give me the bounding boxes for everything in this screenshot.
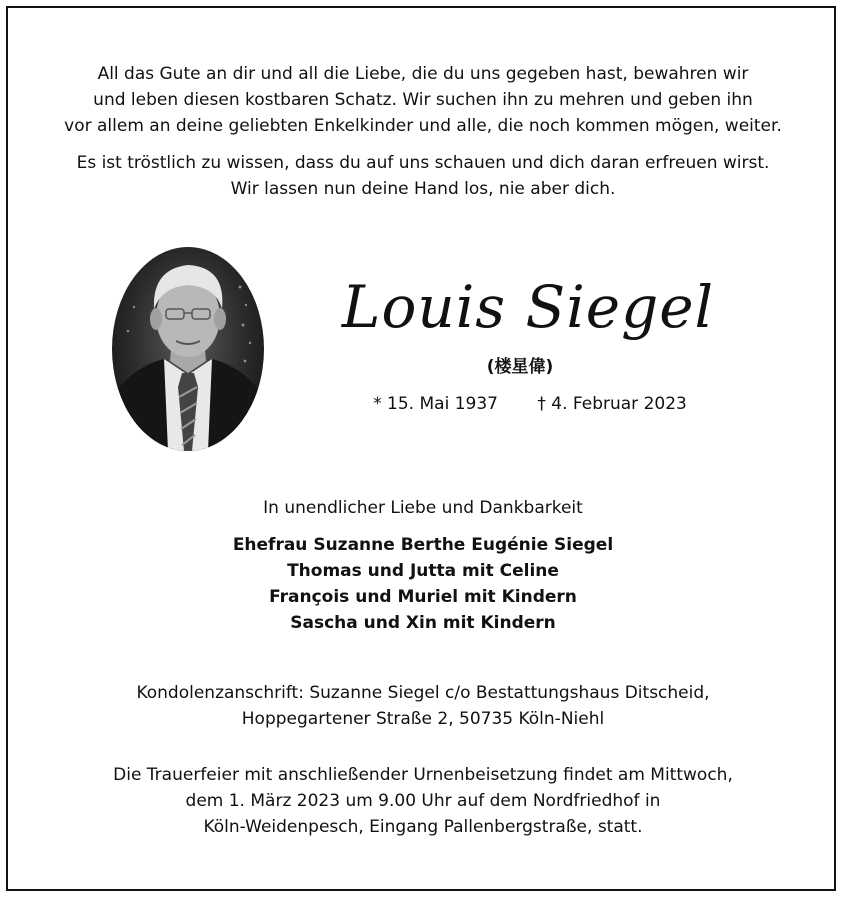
portrait-photo <box>112 247 264 451</box>
mourners-intro: In unendlicher Liebe und Dankbarkeit <box>263 498 583 518</box>
service-line: Die Trauerfeier mit anschließender Urnenbeisetzung findet am Mittwoch, <box>113 765 733 785</box>
service-line: dem 1. März 2023 um 9.00 Uhr auf dem Nordfriedhof in <box>185 791 661 811</box>
death-date: † 4. Februar 2023 <box>537 394 687 414</box>
poem-line: All das Gute an dir und all die Liebe, die du uns gegeben hast, bewahren wir <box>97 64 749 84</box>
poem-line: vor allem an deine geliebten Enkelkinder und alle, die noch kommen mögen, weiter. <box>64 116 782 136</box>
mourner-name: Sascha und Xin mit Kindern <box>290 613 556 633</box>
condolence-address <box>0 680 846 732</box>
poem-line: Es ist tröstlich zu wissen, dass du auf uns schauen und dich daran erfreuen wirst. <box>76 153 770 173</box>
mourners-list <box>0 532 846 636</box>
mourner-name: Ehefrau Suzanne Berthe Eugénie Siegel <box>232 535 614 555</box>
condolence-line: Hoppegartener Straße 2, 50735 Köln-Niehl <box>241 709 605 729</box>
poem-line: und leben diesen kostbaren Schatz. Wir suchen ihn zu mehren und geben ihn <box>93 90 753 110</box>
poem-line: Wir lassen nun deine Hand los, nie aber dich. <box>230 179 616 199</box>
mourner-name: François und Muriel mit Kindern <box>269 587 577 607</box>
birth-date: * 15. Mai 1937 <box>373 394 498 414</box>
poem-paragraph-2 <box>0 150 846 202</box>
mourners-intro-block <box>0 495 846 521</box>
mourner-name: Thomas und Jutta mit Celine <box>287 561 559 581</box>
service-line: Köln-Weidenpesch, Eingang Pallenbergstraße, statt. <box>203 817 643 837</box>
funeral-service-info <box>0 762 846 840</box>
poem-paragraph-1 <box>0 61 846 139</box>
life-dates <box>340 391 720 417</box>
deceased-native-name: (楼星偉) <box>486 357 554 377</box>
deceased-name: Louis Siegel <box>341 273 715 341</box>
condolence-line: Kondolenzanschrift: Suzanne Siegel c/o Bestattungshaus Ditscheid, <box>136 683 710 703</box>
